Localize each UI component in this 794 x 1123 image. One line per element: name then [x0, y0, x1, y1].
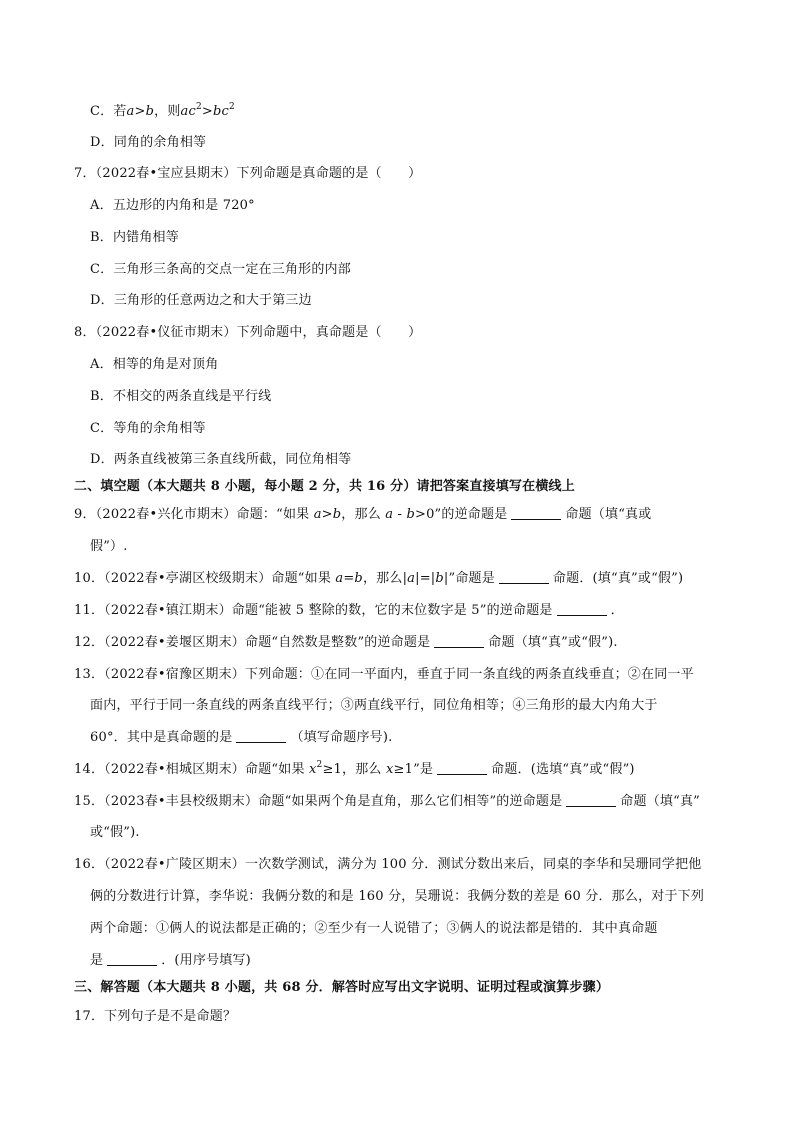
q7-option-b: B．内错角相等: [90, 230, 179, 245]
q7-stem: 7．（2022春•宝应县期末）下列命题是真命题的是（ ）: [74, 166, 422, 181]
exponent: 2: [229, 102, 235, 112]
var-ac: ac: [180, 104, 196, 119]
text: 11．（2022春•镇江期末）命题“能被 5 整除的数，它的末位数字是 5”的逆命题是: [74, 603, 553, 618]
q8-option-c: C．等角的余角相等: [90, 421, 206, 436]
q15-line1: [74, 793, 700, 811]
expr: a=b: [335, 571, 363, 586]
expr: |a|=|b|: [402, 571, 449, 586]
section-2-heading: 二、填空题（本大题共 8 小题，每小题 2 分，共 16 分）请把答案直接填写在横线上: [74, 479, 575, 494]
var-x: x: [385, 762, 394, 777]
text: ≥1”是: [393, 762, 434, 777]
section-3-heading: 三、解答题（本大题共 8 小题，共 68 分．解答时应写出文字说明、证明过程或演算步骤）: [74, 980, 610, 995]
q7-option-d: D．三角形的任意两边之和大于第三边: [90, 293, 312, 308]
text: ≥1，那么: [322, 762, 382, 777]
text: 9．（2022春•兴化市期末）命题：“如果: [74, 507, 310, 522]
var-bc: bc: [213, 104, 230, 119]
text: ．: [610, 603, 624, 618]
text: 命题（填“真”: [620, 794, 700, 809]
q16-line2: 俩的分数进行计算，李华说：我俩分数的和是 160 分，吴珊说：我俩分数的差是 60 分．那么，对于下列: [90, 889, 705, 904]
q9-line1: [74, 506, 651, 524]
q14: [74, 761, 635, 779]
q16-line3: 两个命题：①俩人的说法都是正确的；②至少有一人说错了；③俩人的说法都是错的．其中真命题: [90, 921, 658, 936]
text: 是: [90, 953, 104, 968]
text: 60°．其中是真命题的是: [90, 730, 233, 745]
text: 命题．(填“真”或“假”): [552, 571, 684, 586]
text: C．若: [90, 104, 127, 119]
q7-option-a: A．五边形的内角和是 720°: [90, 198, 255, 213]
text: ．(用序号填写): [161, 953, 251, 968]
exponent: 2: [195, 102, 202, 112]
text: >: [321, 507, 333, 522]
q16-line1: 16．（2022春•广陵区期末）一次数学测试，满分为 100 分．测试分数出来后，同桌的李华和吴珊同学把他: [74, 857, 702, 872]
text: 命题（填“真或: [565, 507, 652, 522]
q13-line1: 13．（2022春•宿豫区期末）下列命题：①在同一平面内，垂直于同一条直线的两条直线垂直；②在同一平: [74, 667, 694, 682]
text: ，则: [154, 104, 181, 119]
answer-blank[interactable]: [511, 506, 561, 520]
q8-stem: 8．（2022春•仪征市期末）下列命题中，真命题是（ ）: [74, 325, 422, 340]
q11: [74, 602, 624, 620]
answer-blank[interactable]: [437, 761, 487, 775]
text: 12．（2022春•姜堰区期末）命题“自然数是整数”的逆命题是: [74, 635, 431, 650]
q7-option-c: C．三角形三条高的交点一定在三角形的内部: [90, 262, 351, 277]
text: >0”的逆命题是: [414, 507, 508, 522]
answer-blank[interactable]: [236, 729, 286, 743]
text: ”命题是: [448, 571, 495, 586]
answer-blank[interactable]: [566, 793, 616, 807]
answer-blank[interactable]: [499, 570, 549, 584]
var-x: x: [308, 762, 317, 777]
exponent: 2: [316, 760, 323, 770]
text: ，那么: [362, 571, 403, 586]
q6-option-c: [90, 103, 235, 121]
q9-line2: 假”）.: [90, 539, 128, 554]
text: 命题．(选填“真”或“假”): [491, 762, 635, 777]
var-b: b: [145, 104, 155, 119]
q10: [74, 570, 683, 588]
answer-blank[interactable]: [434, 634, 484, 648]
text: >: [134, 104, 146, 119]
text: 命题（填“真”或“假”).: [488, 635, 618, 650]
q6-option-d: D．同角的余角相等: [90, 135, 207, 150]
text: >: [201, 104, 213, 119]
text: （填写命题序号).: [290, 730, 393, 745]
q16-line4: [90, 952, 251, 970]
var-b: b: [332, 507, 342, 522]
answer-blank[interactable]: [557, 602, 607, 616]
var-a: a: [126, 104, 135, 119]
text: ，那么: [341, 507, 381, 522]
text: 15．（2023春•丰县校级期末）命题“如果两个角是直角，那么它们相等”的逆命题是: [74, 794, 563, 809]
q13-line2: 面内，平行于同一条直线的两条直线平行；③两直线平行，同位角相等；④三角形的最大内角大于: [90, 698, 658, 713]
expr: a - b: [385, 507, 415, 522]
text: 14．（2022春•相城区期末）命题“如果: [74, 762, 305, 777]
q8-option-a: A．相等的角是对顶角: [90, 357, 219, 372]
q12: [74, 634, 618, 652]
var-a: a: [313, 507, 322, 522]
answer-blank[interactable]: [107, 952, 157, 966]
q8-option-d: D．两条直线被第三条直线所截，同位角相等: [90, 452, 352, 467]
q8-option-b: B．不相交的两条直线是平行线: [90, 389, 272, 404]
q15-line2: 或“假”).: [90, 825, 140, 840]
q13-line3: [90, 729, 392, 747]
q17-stem: 17．下列句子是不是命题？: [74, 1009, 237, 1024]
text: 10．（2022春•亭湖区校级期末）命题“如果: [74, 571, 332, 586]
